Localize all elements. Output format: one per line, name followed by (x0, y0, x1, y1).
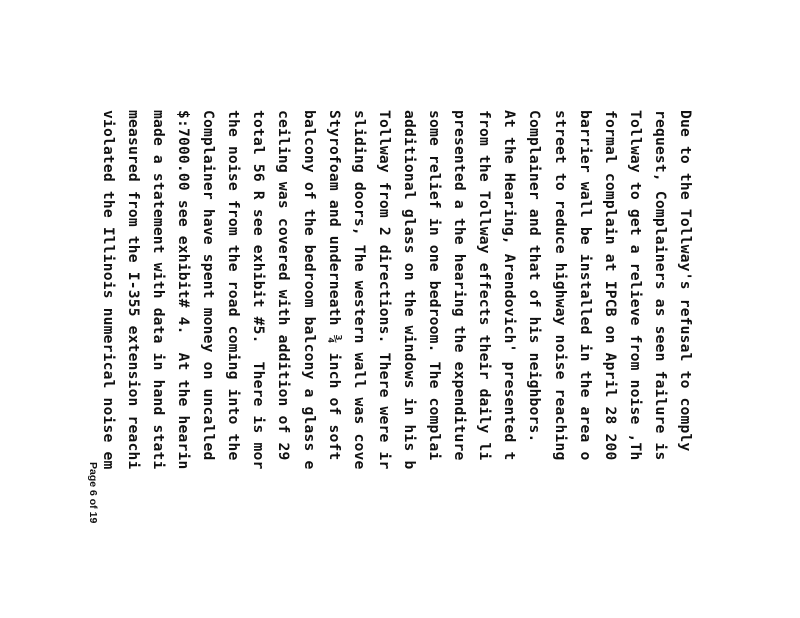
page-number: Page 6 of 19 (87, 462, 99, 524)
text-line-21: $:7000.00 see exhibit# 4. At the hearin (175, 110, 193, 470)
text-line-2: request, Complainers as seen failure is (651, 110, 669, 461)
text-line-19: the noise from the road coming into the (225, 110, 243, 461)
text-line-14: sliding doors, The western wall was cove (350, 110, 368, 470)
document-body (96, 110, 698, 618)
text-line-24: violated the Illinois numerical noise em (99, 110, 117, 470)
text-line-4: formal complain at IPCB on April 28 200 (601, 110, 619, 461)
text-line-23: measured from the I-355 extension reachi (124, 110, 142, 470)
text-line-13: Tollway from 2 directions. There were ir (375, 110, 393, 470)
text-line-18: total 56 R see exhibit #5. There is mor (250, 110, 268, 470)
text-line-11: some relief in one bedroom. The complai (426, 110, 444, 461)
text-line-17: ceiling was covered with addition of 29 (275, 110, 293, 461)
text-line-10: presented a the hearing the expenditure (451, 110, 469, 461)
text-line-15: Styrofoam and underneath ¾ inch of soft (325, 110, 343, 461)
text-line-20: Complainer have spent money on uncalled (200, 110, 218, 461)
text-line-9: from the Tollway effects their daily li (476, 110, 494, 461)
text-line-12: additional glass on the windows in his b (400, 110, 418, 470)
text-line-3: Tollway to get a relieve from noise ,Th (626, 110, 644, 461)
text-line-6: street to reduce highway noise reaching (551, 110, 569, 461)
text-line-5: barrier wall be installed in the area o (576, 110, 594, 461)
text-line-16: balcony of the bedroom balcony a glass e (300, 110, 318, 470)
text-line-1: Due to the Tollway's refusal to comply (677, 110, 694, 452)
text-line-8: At the Hearing, Arendovich' presented t (501, 110, 519, 461)
text-line-22: made a statement with data in hand stati (150, 110, 168, 470)
text-line-7: Complainer and that of his neighbors. (526, 110, 544, 443)
